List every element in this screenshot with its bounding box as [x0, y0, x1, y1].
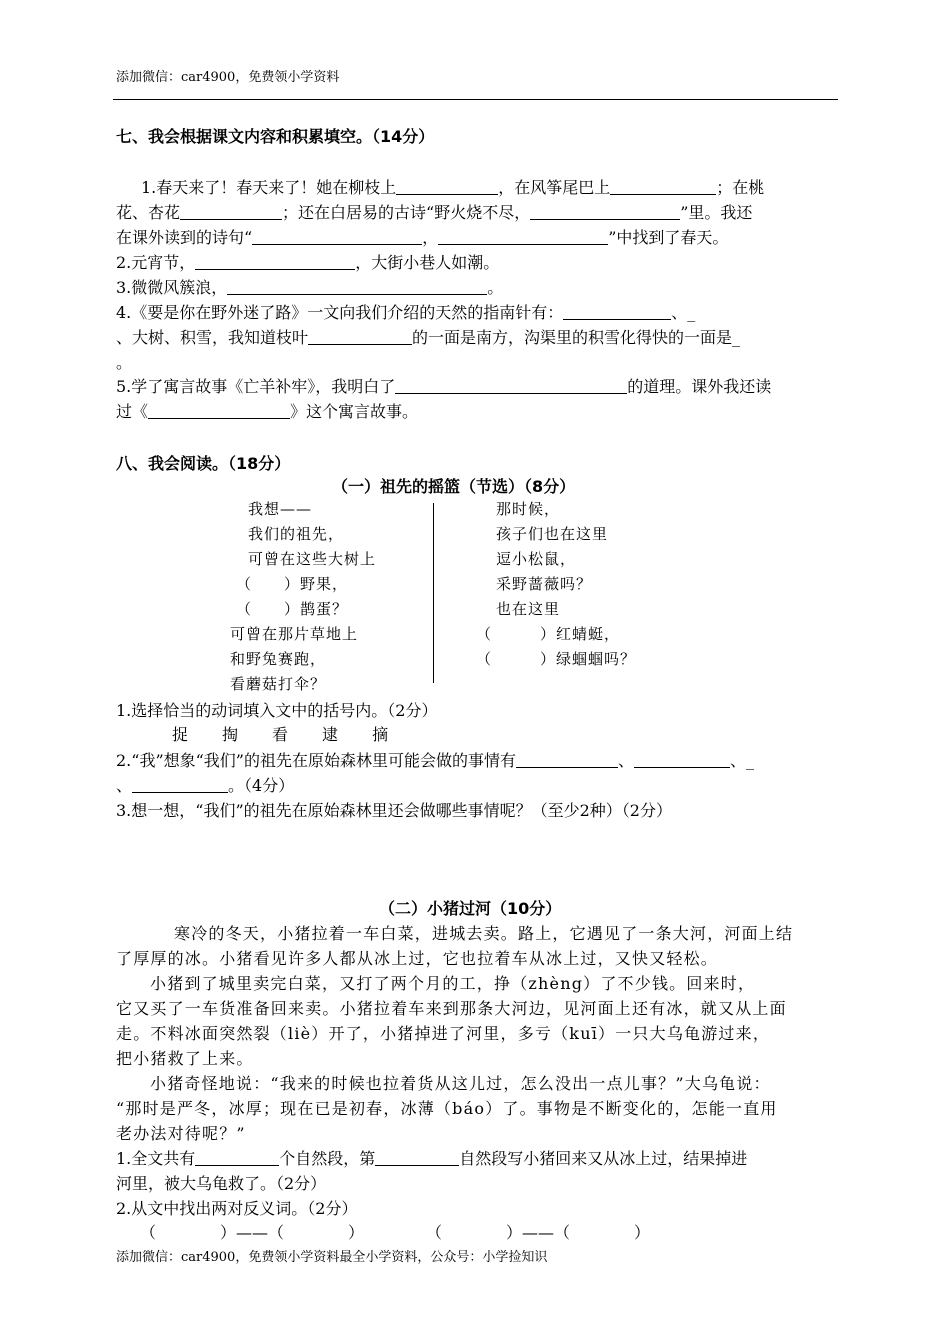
poem-right-7: （ ）绿蝈蝈吗？	[476, 650, 637, 668]
blank[interactable]	[563, 303, 671, 320]
verb-option: 摘	[372, 725, 389, 744]
verb-options	[172, 722, 422, 745]
p1-q2-line1: 2.“我”想象“我们”的祖先在原始森林里可能会做的事情有 、 、_	[116, 751, 755, 770]
blank[interactable]	[148, 402, 290, 419]
s7-q1-line3: 在课外读到的诗句“ ， ”中找到了春天。	[116, 228, 729, 247]
antonym-pair-1[interactable]: （ ）——（ ）	[140, 1223, 365, 1242]
blank[interactable]	[395, 377, 627, 394]
blank[interactable]	[375, 1149, 459, 1166]
poem-left-7: 和野兔赛跑，	[230, 650, 327, 668]
poem-left-6: 可曾在那片草地上	[230, 625, 359, 643]
passage2-title: （二）小猪过河（10分）	[379, 899, 562, 918]
blank[interactable]	[396, 178, 498, 195]
blank[interactable]	[530, 203, 680, 220]
story-line: 老办法对待呢？”	[116, 1124, 246, 1143]
story-line: 小猪到了城里卖完白菜，又打了两个月的工，挣（zhèng）了不少钱。回来时，	[150, 974, 756, 993]
poem-divider	[433, 503, 434, 683]
poem-left-4: （ ）野果，	[236, 575, 349, 593]
p1-q2-line2: 、 。（4分）	[116, 776, 295, 795]
blank[interactable]	[132, 776, 228, 793]
poem-left-5: （ ）鹊蛋？	[236, 600, 349, 618]
poem-right-1: 那时候，	[496, 500, 561, 518]
p1-q1: 1.选择恰当的动词填入文中的括号内。（2分）	[116, 701, 438, 720]
blank[interactable]	[438, 228, 608, 245]
blank[interactable]	[252, 228, 422, 245]
p2-q2: 2.从文中找出两对反义词。（2分）	[116, 1199, 358, 1218]
passage1-title: （一）祖先的摇篮（节选）（8分）	[332, 477, 576, 496]
blank[interactable]	[516, 751, 618, 768]
verb-option: 捉	[172, 725, 189, 744]
p2-q1-line1: 1.全文共有 个自然段，第 自然段写小猪回来又从冰上过，结果掉进	[116, 1149, 748, 1168]
page-header: 添加微信：car4900，免费领小学资料	[116, 70, 340, 85]
s7-q4-line3: 。	[116, 353, 133, 372]
p2-q1-line2: 河里，被大乌龟救了。（2分）	[116, 1174, 327, 1193]
verb-option: 逮	[322, 725, 339, 744]
poem-right-2: 孩子们也在这里	[496, 525, 609, 543]
verb-option: 看	[272, 725, 289, 744]
poem-left-3: 可曾在这些大树上	[248, 550, 377, 568]
verb-option: 掏	[222, 725, 239, 744]
story-line: 它又买了一车货准备回来卖。小猪拉着车来到那条大河边，见河面上还有冰，就又从上面	[116, 999, 787, 1018]
poem-right-6: （ ）红蜻蜓，	[476, 625, 621, 643]
story-line: 小猪奇怪地说：“我来的时候也拉着货从这儿过，怎么没出一点儿事？”大乌龟说：	[150, 1074, 771, 1093]
header-rule	[113, 99, 838, 100]
s7-q1-line1: 1.春天来了！春天来了！她在柳枝上 ，在风筝尾巴上 ；在桃	[141, 178, 765, 197]
blank[interactable]	[195, 253, 355, 270]
poem-left-1: 我想——	[248, 500, 313, 518]
story-line: 把小猪救了上来。	[116, 1049, 254, 1068]
poem-right-3: 逗小松鼠，	[496, 550, 577, 568]
blank[interactable]	[610, 178, 716, 195]
s7-q1-line2: 花、杏花 ；还在白居易的古诗“野火烧不尽， ”里。我还	[116, 203, 753, 222]
blank[interactable]	[308, 328, 412, 345]
blank[interactable]	[195, 1149, 279, 1166]
poem-right-5: 也在这里	[496, 600, 561, 618]
poem-right-4: 采野蔷薇吗？	[496, 575, 593, 593]
blank[interactable]	[227, 278, 487, 295]
blank[interactable]	[180, 203, 282, 220]
poem-left-8: 看蘑菇打伞？	[230, 675, 327, 693]
s7-q3: 3.微微风簇浪， 。	[116, 278, 504, 297]
story-line: 了厚厚的冰。小猪看见许多人都从冰上过，它也拉着车从冰上过，又快又轻松。	[116, 949, 719, 968]
s7-q4-line2: 、大树、积雪，我知道枝叶 的一面是南方，沟渠里的积雪化得快的一面是_	[116, 328, 741, 347]
blank[interactable]	[634, 751, 730, 768]
section7-title: 七、我会根据课文内容和积累填空。（14分）	[116, 127, 435, 146]
antonym-pair-2[interactable]: （ ）——（ ）	[426, 1223, 651, 1242]
s7-q5-line1: 5.学了寓言故事《亡羊补牢》，我明白了 的道理。课外我还读	[116, 377, 772, 396]
section8-title: 八、我会阅读。（18分）	[116, 454, 291, 473]
story-line: 走。不料冰面突然裂（liè）开了，小猪掉进了河里，多亏（kuī）一只大乌龟游过来，	[116, 1024, 771, 1043]
s7-q5-line2: 过《 》这个寓言故事。	[116, 402, 419, 421]
page-footer: 添加微信：car4900，免费领小学资料最全小学资料，公众号：小学捡知识	[116, 1250, 548, 1265]
p1-q3: 3.想一想，“我们”的祖先在原始森林里还会做哪些事情呢？（至少2种）（2分）	[116, 801, 672, 820]
s7-q2: 2.元宵节， ，大街小巷人如潮。	[116, 253, 500, 272]
s7-q4-line1: 4.《要是你在野外迷了路》一文向我们介绍的天然的指南针有： 、_	[116, 303, 696, 322]
story-line: 寒冷的冬天，小猪拉着一车白菜，进城去卖。路上，它遇见了一条大河，河面上结	[174, 924, 794, 943]
poem-left-2: 我们的祖先，	[248, 525, 345, 543]
story-line: “那时是严冬，冰厚；现在已是初春，冰薄（báo）了。事物是不断变化的，怎能一直用	[116, 1099, 778, 1118]
